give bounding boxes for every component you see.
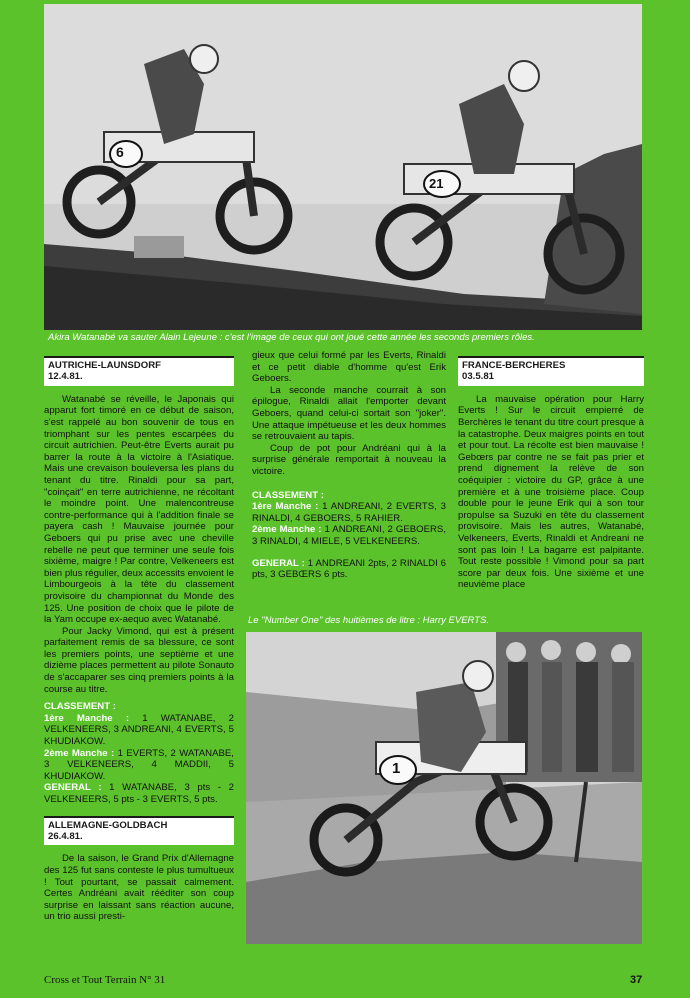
autriche-manche-2 <box>44 748 234 783</box>
top-photo-number-right: 21 <box>429 176 444 191</box>
bottom-photo-illustration <box>246 632 642 944</box>
allemagne-general <box>252 558 446 581</box>
col2-paragraph-1: gieux que celui formé par les Everts, Rinaldi et ce petit diable d'homme qu'est Erik Geboers. <box>252 350 446 385</box>
top-photo-illustration <box>44 4 642 330</box>
heading-france-place: FRANCE-BERCHERES <box>462 360 566 371</box>
top-photo-caption: Akira Watanabé va sauter Alain Lejeune : c'est l'image de ceux qui ont joué cette année les seconds premiers rôles. <box>48 332 535 343</box>
allemagne-results <box>252 490 446 581</box>
column-2 <box>252 350 446 581</box>
france-paragraph-1: La mauvaise opération pour Harry Everts ! Sur le circuit empierré de Berchères le tenant du titre court presque à la catastrophe. Deux maigres points en tout et pour tout. La récolte est bien mauvaise ! Gebœrs par contre ne se fait pas prier et prend dignement la relève de son coéquipier : victoire du GP, grâce à une première et à une troisième place. Coup double pour le jeune Erik qui à son tour propulse sa Suzuki en tête du classement provisoire. Mais les autres, Watanabé, Velkeneers, Everts, Rinaldi et Andreani ne sont pas loin ! La bagarre est palpitante. Tout reste possible ! Vimond pour sa part score par deux fois. Une sixième et une neuvième place <box>458 393 644 591</box>
col2-paragraph-3: Coup de pot pour Andréani qui à la surprise générale remportait à nouveau la victoire. <box>252 442 446 477</box>
autriche-manche-1-label: 1ère Manche : <box>44 712 130 724</box>
column-1 <box>44 356 234 923</box>
autriche-general-text: 1 WATANABE, 3 pts - 2 VELKENEERS, 5 pts - 3 EVERTS, 5 pts. <box>44 782 234 805</box>
autriche-general <box>44 782 234 805</box>
top-photo <box>44 4 642 330</box>
allemagne-manche-1 <box>252 501 446 524</box>
allemagne-classement-label: CLASSEMENT : <box>252 489 324 501</box>
top-photo-number-left: 6 <box>116 144 124 160</box>
autriche-results <box>44 701 234 805</box>
autriche-general-label: GENERAL : <box>44 782 102 794</box>
autriche-paragraph-1: Watanabé se réveille, le Japonais qui apparut fort timoré en ce début de saison, s'est rappelé au bon souvenir de tous en triomphant sur les pentes escarpées du circuit autrichien. Peut-être Everts aurait pu barrer la route à la victoire à l'Asiatique. Mais une crevaison bouleversa les plans du tenant du titre. Rinaldi pour sa part, "coinçait" en terre autrichienne, ne récoltant le moindre point. Une malencontreuse contre-performance qui à l'addition finale se payera cash ! Mauvaise journée pour Geboers qui pu prise avec une cheville rebelle ne peut que terminer une seule fois sixième, maigre ! Par contre, Velkeneers est bien plus régulier, deux accessits envoient le Limbourgeois à la tête du classement provisoire du championnat du Monde des 125. Une position de choix que le pilote de la Yam occupe ex-aequo avec Watanabé. <box>44 393 234 626</box>
heading-allemagne-place: ALLEMAGNE-GOLDBACH <box>48 819 168 831</box>
column-3 <box>458 356 644 591</box>
allemagne-manche-2-label: 2ème Manche : <box>252 524 322 536</box>
allemagne-manche-2-text: 1 ANDREANI, 2 GEBOERS, 3 RINALDI, 4 MIELE, 5 VELKENEERS. <box>252 524 446 547</box>
autriche-manche-1-text: 1 WATANABE, 2 VELKENEERS, 3 ANDREANI, 4 EVERTS, 5 KHUDIAKOW. <box>44 712 234 748</box>
heading-autriche <box>44 356 234 386</box>
allemagne-manche-1-text: 1 ANDREANI, 2 EVERTS, 3 RINALDI, 4 GEBOERS, 5 RAHIER. <box>252 501 446 524</box>
allemagne-manche-2 <box>252 524 446 547</box>
heading-allemagne <box>44 816 234 846</box>
autriche-classement-label: CLASSEMENT : <box>44 701 116 713</box>
footer-page-number: 37 <box>630 974 643 986</box>
heading-autriche-date: 12.4.81. <box>48 371 83 383</box>
col2-paragraph-2: La seconde manche courrait à son épilogue, Rinaldi allait l'emporter devant Geboers, quand celui-ci sortait son "joker". Une attaque impétueuse et les deux hommes se retrouvaient au tapis. <box>252 384 446 443</box>
allemagne-general-label: GENERAL : <box>252 557 305 569</box>
allemagne-manche-1-label: 1ère Manche : <box>252 501 319 513</box>
allemagne-paragraph-1: De la saison, le Grand Prix d'Allemagne des 125 fut sans conteste le plus tumultueux ! Tout pourtant, se passait calmement. Certes Andréani avait rééditer son coup surprise en laissant sans réaction aucune, un trio aussi presti- <box>44 853 234 923</box>
autriche-manche-2-text: 1 EVERTS, 2 WATANABE, 3 VELKENEERS, 4 MADDII, 5 KHUDIAKOW. <box>44 747 234 782</box>
autriche-manche-2-label: 2ème Manche : <box>44 747 115 759</box>
bottom-photo-number: 1 <box>392 760 401 777</box>
heading-allemagne-date: 26.4.81. <box>48 831 83 842</box>
heading-france-date: 03.5.81 <box>462 371 495 383</box>
autriche-paragraph-2: Pour Jacky Vimond, qui est à présent parfaitement remis de sa blessure, ce sont les premiers points, une septième et une dizième places permettent au pilote Sonauto de s'accaparer ses cinq premiers points à la course au titre. <box>44 625 234 695</box>
heading-autriche-place: AUTRICHE-LAUNSDORF <box>48 360 161 371</box>
allemagne-general-text: 1 ANDREANI 2pts, 2 RINALDI 6 pts, 3 GEBŒRS 6 pts. <box>252 557 447 581</box>
bottom-photo-caption: Le "Number One" des huitièmes de litre : Harry EVERTS. <box>248 615 489 626</box>
footer-magazine-title: Cross et Tout Terrain N° 31 <box>44 974 166 986</box>
bottom-photo <box>246 632 642 944</box>
autriche-manche-1 <box>44 713 234 748</box>
heading-france <box>458 356 644 386</box>
